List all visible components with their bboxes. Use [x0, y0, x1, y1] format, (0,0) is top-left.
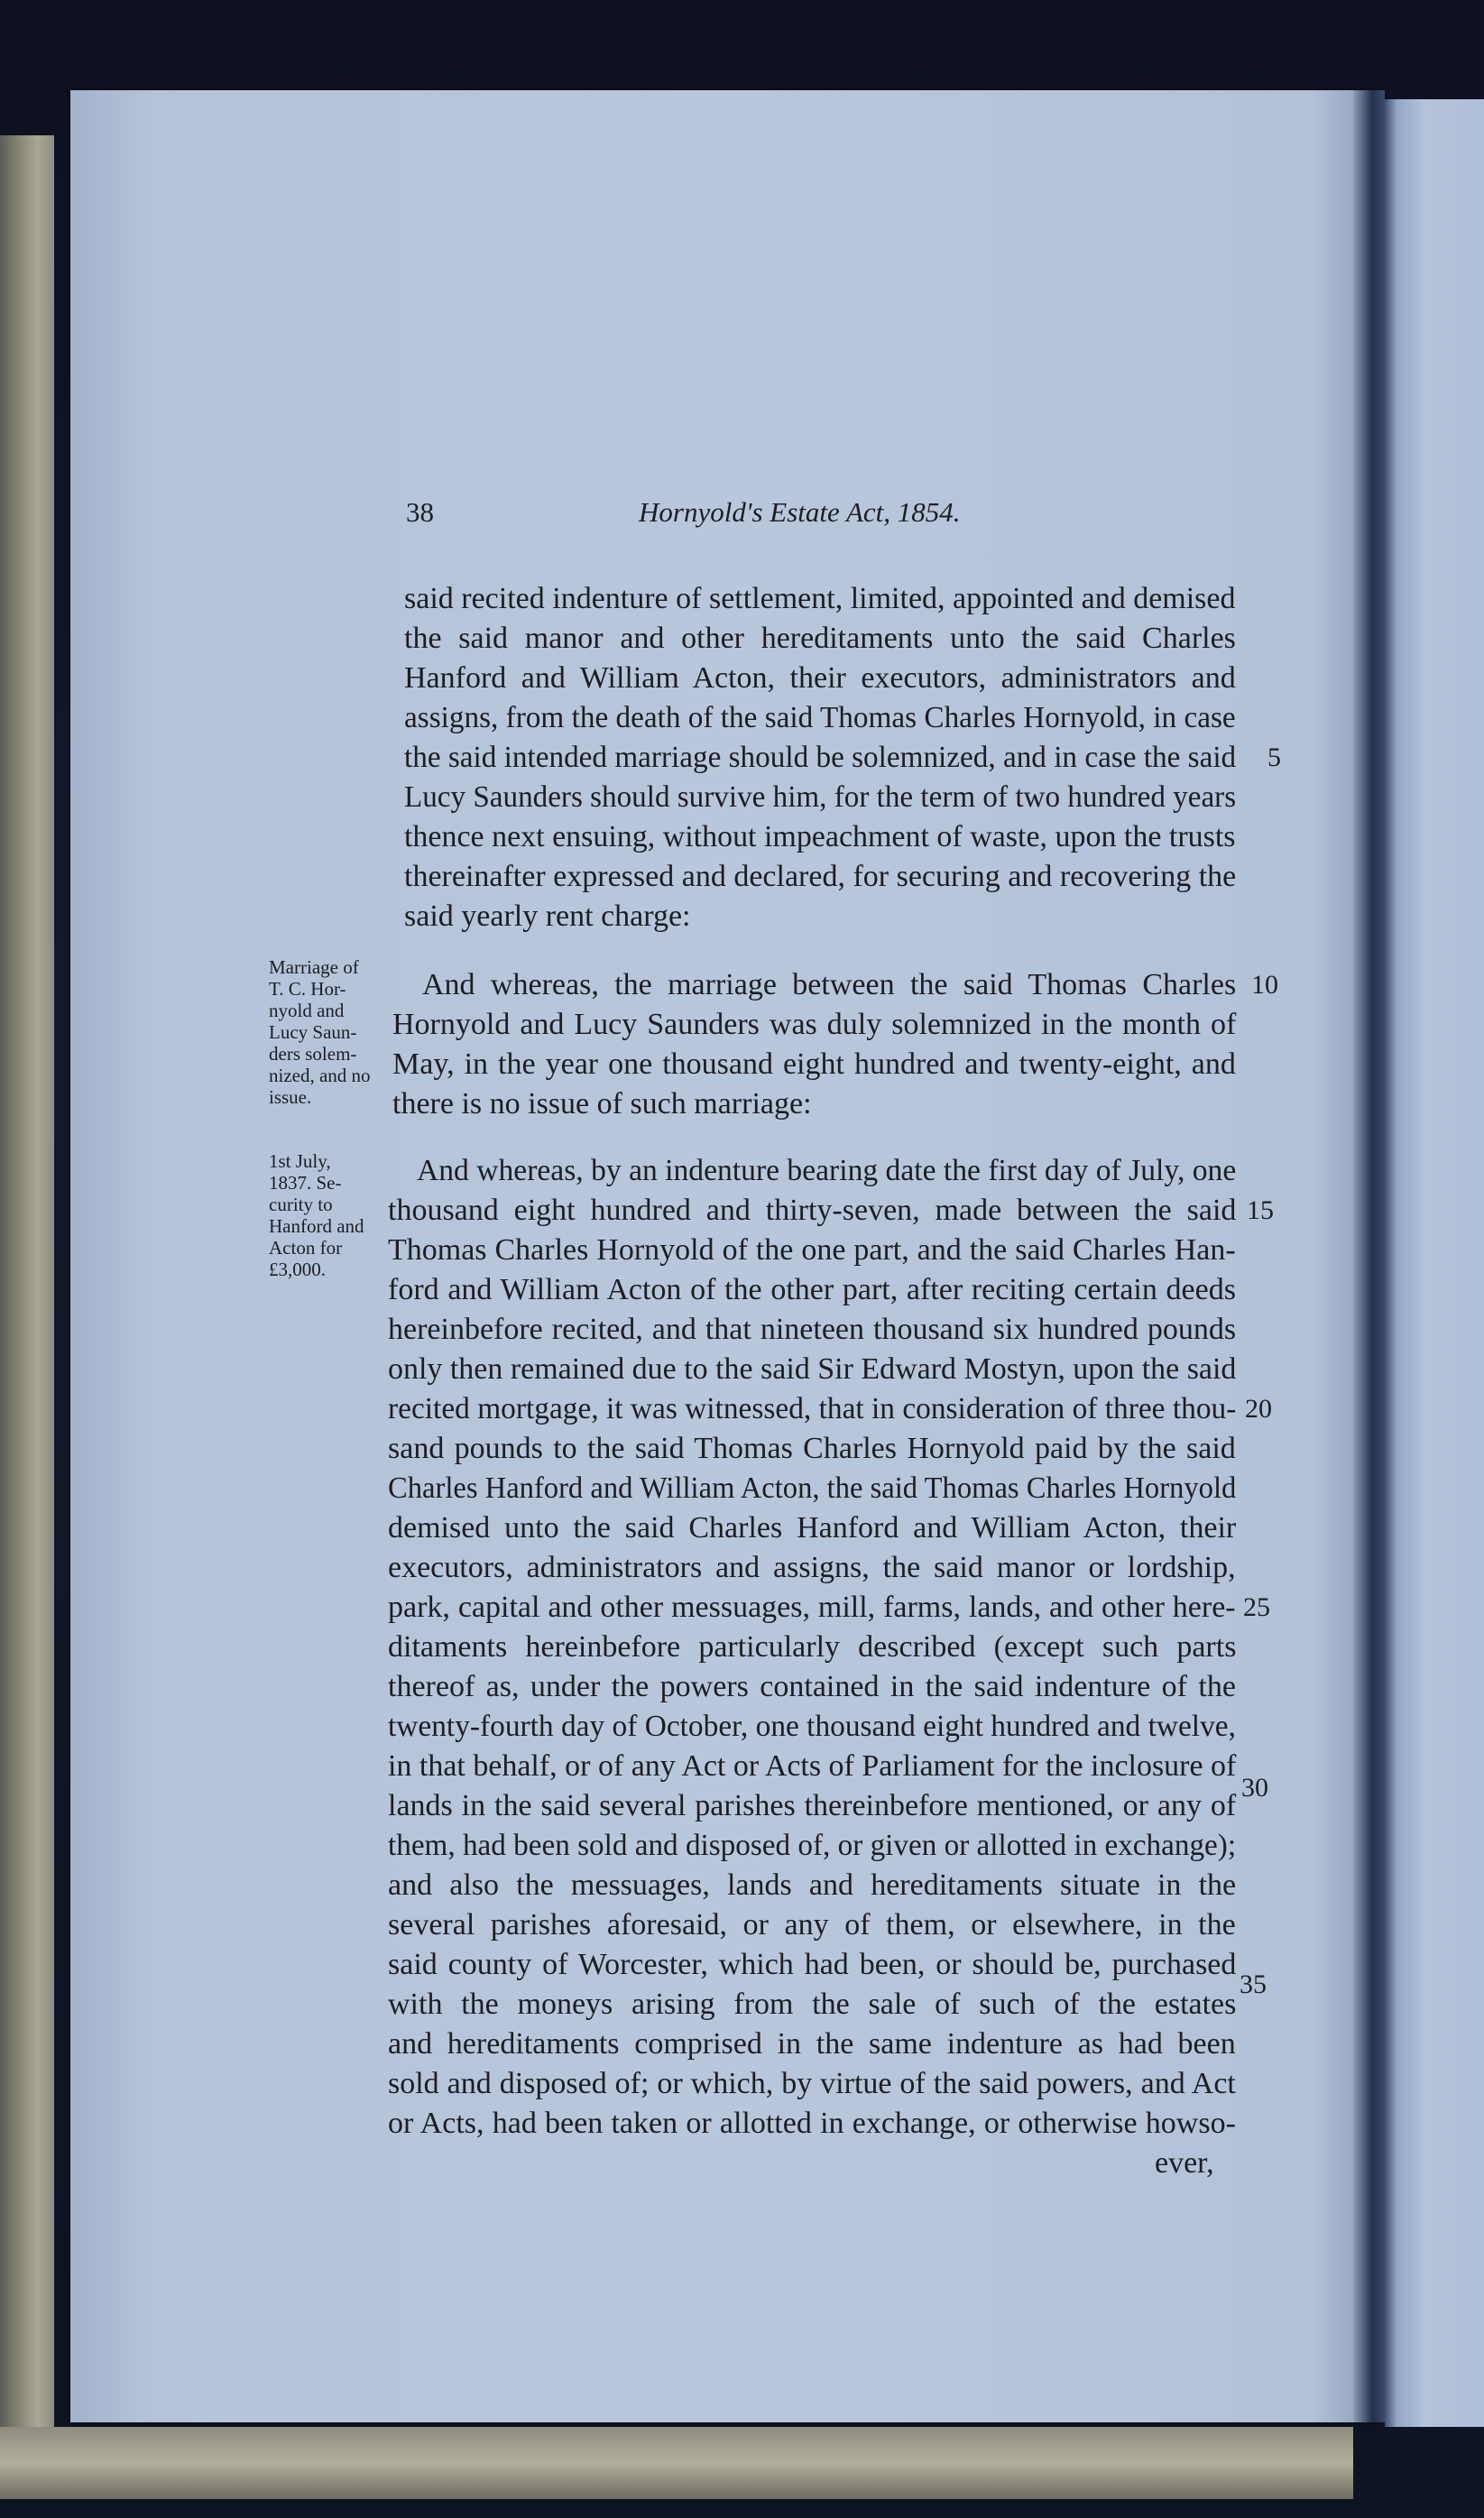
text-line: And whereas, the marriage between the said Thomas Charles — [422, 968, 1237, 1001]
text-line: twenty-fourth day of October, one thousand eight hundred and twelve, — [388, 1710, 1236, 1743]
text-line: And whereas, by an indenture bearing date the first day of July, one — [417, 1154, 1237, 1187]
margin-note-line: T. C. Hor- — [269, 978, 346, 1000]
text-line: hereinbefore recited, and that nineteen thousand six hundred pounds — [388, 1313, 1237, 1346]
text-line: ever, — [1155, 2146, 1214, 2180]
margin-note-line: nized, and no — [269, 1065, 371, 1086]
book-page-edges — [0, 135, 54, 2481]
text-line: Hanford and William Acton, their executors, administrators and — [404, 661, 1236, 695]
margin-note-line: 1st July, — [269, 1150, 331, 1172]
text-line: thence next ensuing, without impeachment of waste, upon the trusts — [404, 820, 1236, 853]
margin-note-line: curity to — [269, 1194, 333, 1215]
text-line: only then remained due to the said Sir Edward Mostyn, upon the said — [388, 1352, 1237, 1386]
margin-note-line: ders solem- — [269, 1043, 357, 1065]
line-number: 15 — [1247, 1195, 1274, 1225]
text-line: ford and William Acton of the other part, after reciting certain deeds — [388, 1273, 1236, 1306]
text-line: said recited indenture of settlement, limited, appointed and demised — [404, 582, 1236, 615]
text-line: said yearly rent charge: — [404, 899, 691, 933]
text-line: them, had been sold and disposed of, or given or allotted in exchange); — [388, 1829, 1237, 1862]
line-number: 25 — [1243, 1592, 1270, 1622]
text-line: thereof as, under the powers contained in the said indenture of the — [388, 1670, 1236, 1703]
text-line: there is no issue of such marriage: — [392, 1087, 812, 1121]
text-line: thereinafter expressed and declared, for securing and recovering the — [404, 860, 1237, 893]
text-line: park, capital and other messuages, mill, farms, lands, and other here- — [388, 1591, 1236, 1624]
text-line: in that behalf, or of any Act or Acts of Parliament for the inclosure of — [388, 1749, 1237, 1783]
text-line: and hereditaments comprised in the same indenture as had been — [388, 2027, 1236, 2061]
line-number: 20 — [1245, 1394, 1272, 1424]
text-line: Lucy Saunders should survive him, for the term of two hundred years — [404, 780, 1237, 814]
text-line: or Acts, had been taken or allotted in exchange, or otherwise howso- — [388, 2107, 1236, 2140]
margin-note-line: Hanford and — [269, 1215, 364, 1237]
text-line: Hornyold and Lucy Saunders was duly solemnized in the month of — [392, 1008, 1237, 1041]
text-line: sand pounds to the said Thomas Charles Hornyold paid by the said — [388, 1432, 1236, 1465]
margin-note-line: Lucy Saun- — [269, 1021, 357, 1043]
text-line: the said intended marriage should be solemnized, and in case the said — [404, 741, 1237, 774]
text-line: sold and disposed of; or which, by virtue of the said powers, and Act — [388, 2067, 1236, 2100]
margin-note-security — [269, 1150, 395, 1280]
line-number: 5 — [1267, 742, 1281, 772]
text-line: and also the messuages, lands and hereditaments situate in the — [388, 1868, 1237, 1902]
text-line: lands in the said several parishes thereinbefore mentioned, or any of — [388, 1789, 1237, 1822]
facing-page — [1385, 99, 1484, 2427]
margin-note-marriage — [269, 956, 395, 1108]
text-line: Charles Hanford and William Acton, the said Thomas Charles Hornyold — [388, 1471, 1237, 1505]
text-line: with the moneys arising from the sale of such of the estates — [388, 1988, 1237, 2021]
line-number: 35 — [1240, 1969, 1267, 1999]
margin-note-line: 1837. Se- — [269, 1172, 342, 1194]
text-line: executors, administrators and assigns, the said manor or lordship, — [388, 1551, 1236, 1584]
text-line: several parishes aforesaid, or any of them, or elsewhere, in the — [388, 1908, 1236, 1942]
running-title: Hornyold's Estate Act, 1854. — [639, 496, 961, 528]
text-line: recited mortgage, it was witnessed, that in consideration of three thou- — [388, 1392, 1237, 1425]
margin-note-line: Marriage of — [269, 956, 359, 978]
book-bottom-edge — [0, 2427, 1353, 2499]
text-line: demised unto the said Charles Hanford and William Acton, their — [388, 1511, 1237, 1545]
margin-note-line: £3,000. — [269, 1259, 326, 1280]
text-line: the said manor and other hereditaments unto the said Charles — [404, 622, 1236, 655]
text-line: May, in the year one thousand eight hundred and twenty-eight, and — [392, 1047, 1236, 1081]
page-gutter — [1353, 90, 1385, 2422]
text-line: thousand eight hundred and thirty-seven, made between the said — [388, 1194, 1237, 1227]
margin-note-line: nyold and — [269, 1000, 345, 1021]
text-line: Thomas Charles Hornyold of the one part, and the said Charles Han- — [388, 1233, 1236, 1267]
line-number: 10 — [1251, 970, 1278, 1000]
margin-note-line: Acton for — [269, 1237, 343, 1259]
text-line: ditaments hereinbefore particularly described (except such parts — [388, 1630, 1237, 1664]
page-header — [406, 496, 1037, 541]
text-line: assigns, from the death of the said Thomas Charles Hornyold, in case — [404, 701, 1236, 734]
line-number: 30 — [1241, 1773, 1268, 1803]
text-line: said county of Worcester, which had been, or should be, purchased — [388, 1948, 1237, 1981]
page-number: 38 — [406, 496, 434, 528]
margin-note-line: issue. — [269, 1086, 312, 1108]
